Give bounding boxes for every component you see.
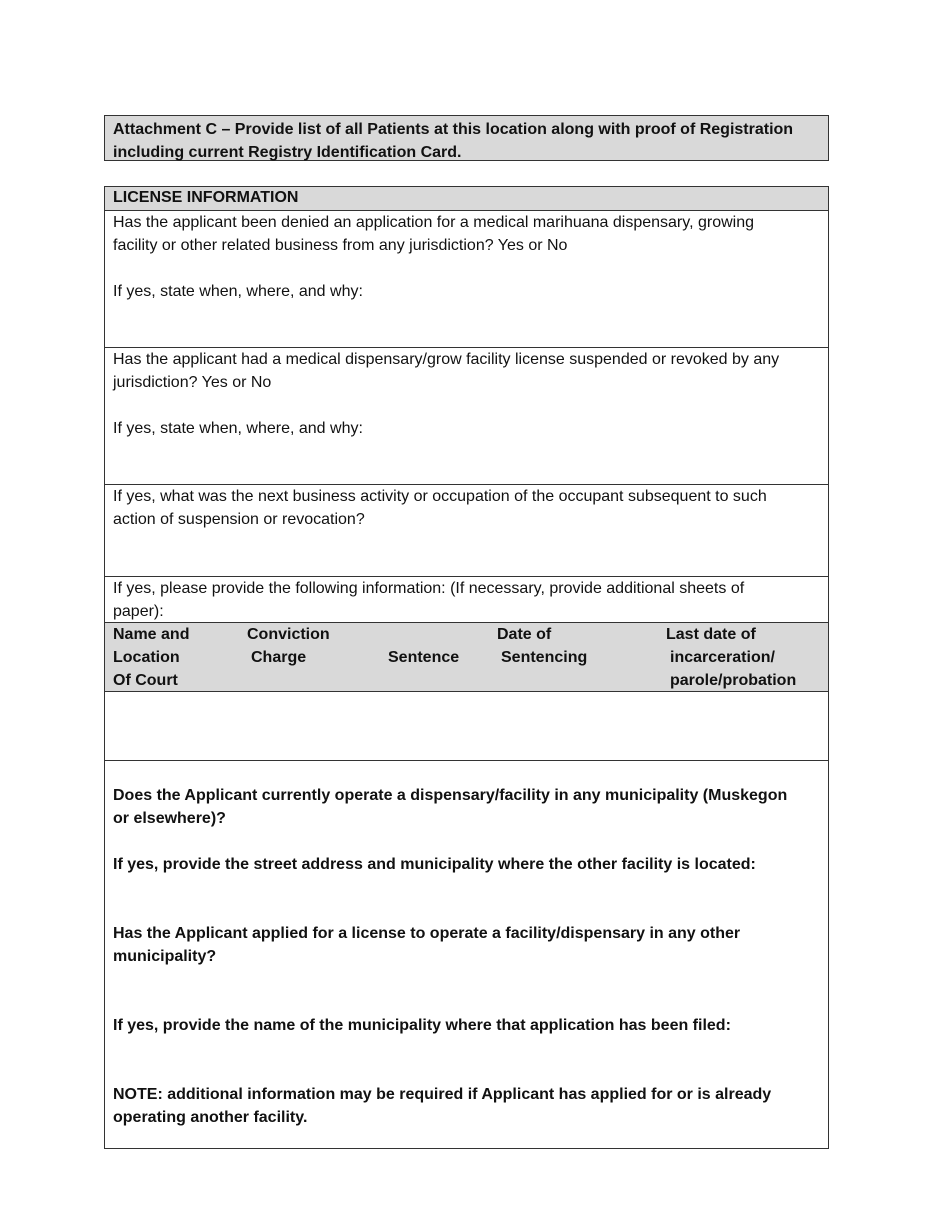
q6-street-address: If yes, provide the street address and municipality where the other facility is located:: [113, 856, 756, 873]
col-last-line-1: Last date of: [666, 626, 756, 643]
q8-municipality-name: If yes, provide the name of the municipality where that application has been filed:: [113, 1017, 731, 1034]
q5-line-2: or elsewhere)?: [113, 810, 226, 827]
col-last-line-3: parole/probation: [670, 672, 797, 689]
q1-followup: If yes, state when, where, and why:: [113, 283, 363, 300]
license-header-row: [105, 187, 828, 211]
note-line-1: NOTE: additional information may be required if Applicant has applied for or is already: [113, 1086, 772, 1103]
q2-line-1: Has the applicant had a medical dispensary/grow facility license suspended or revoked by any: [113, 351, 780, 368]
conviction-table-entry-row[interactable]: [105, 692, 828, 761]
col-name-line-2: Location: [113, 649, 180, 666]
col-date-line-2: Sentencing: [501, 649, 588, 666]
next-business-activity-question[interactable]: [105, 485, 828, 577]
q4-line-1: If yes, please provide the following information: (If necessary, provide additional sheets of: [113, 580, 745, 597]
conviction-table-header: [105, 623, 828, 692]
col-name-location-court: [113, 623, 189, 692]
col-charge-line-2: Charge: [251, 649, 307, 666]
license-header: LICENSE INFORMATION: [113, 189, 299, 206]
q7-line-2: municipality?: [113, 948, 217, 965]
other-facility-section[interactable]: [105, 761, 828, 1150]
col-sentence-label: Sentence: [388, 649, 460, 666]
license-information-table: [104, 186, 829, 1149]
q2-line-2: jurisdiction? Yes or No: [113, 374, 272, 391]
q1-line-1: Has the applicant been denied an application for a medical marihuana dispensary, growing: [113, 214, 754, 231]
attachment-c-box: [104, 115, 829, 161]
col-date-line-1: Date of: [497, 626, 552, 643]
provide-information-row: [105, 577, 828, 623]
q3-line-2: action of suspension or revocation?: [113, 511, 365, 528]
col-sentence: [388, 646, 459, 669]
attachment-line-1: Attachment C – Provide list of all Patients at this location along with proof of Registration: [113, 121, 794, 138]
q7-line-1: Has the Applicant applied for a license to operate a facility/dispensary in any other: [113, 925, 741, 942]
col-charge-line-1: Conviction: [247, 626, 330, 643]
q4-line-2: paper):: [113, 603, 164, 620]
suspended-license-question[interactable]: [105, 348, 828, 485]
denied-application-question[interactable]: [105, 211, 828, 348]
note-line-2: operating another facility.: [113, 1109, 308, 1126]
q1-line-2: facility or other related business from any jurisdiction? Yes or No: [113, 237, 568, 254]
col-conviction-charge: [247, 623, 330, 669]
col-name-line-3: Of Court: [113, 672, 178, 689]
col-last-line-2: incarceration/: [670, 649, 775, 666]
col-name-line-1: Name and: [113, 626, 190, 643]
attachment-line-2: including current Registry Identification Card.: [113, 144, 462, 161]
q3-line-1: If yes, what was the next business activity or occupation of the occupant subsequent to such: [113, 488, 767, 505]
q2-followup: If yes, state when, where, and why:: [113, 420, 363, 437]
col-date-of-sentencing: [497, 623, 587, 669]
q5-line-1: Does the Applicant currently operate a dispensary/facility in any municipality (Muskegon: [113, 787, 788, 804]
col-last-date: [666, 623, 796, 692]
